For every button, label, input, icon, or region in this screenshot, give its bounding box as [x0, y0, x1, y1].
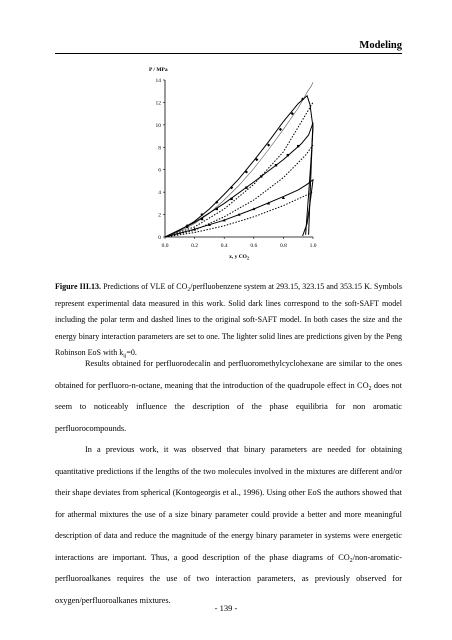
paragraph-2-sub: 2 [349, 557, 353, 564]
x-tick-label: 0.6 [250, 243, 258, 249]
series-line-5 [165, 180, 313, 237]
data-point-square [297, 145, 299, 147]
y-tick-label: 4 [158, 190, 161, 197]
data-point-square [287, 154, 289, 156]
y-tick-label: 10 [155, 122, 161, 129]
paragraph-1-a: Results obtained for perfluorodecalin and perfluoromethylcyclohexane are similar to the ones obtained for perfluoro-n-octane, meaning that the introduction of the quadrupole effect in CO [55, 359, 402, 390]
x-tick-label: 0.0 [161, 243, 169, 249]
paragraph-1 [55, 353, 402, 439]
header-rule [55, 53, 402, 54]
data-point-square [260, 175, 262, 177]
data-point-diamond [230, 186, 233, 189]
body-text [55, 353, 402, 611]
data-point-square [201, 218, 203, 220]
paragraph-2-a: In a previous work, it was observed that binary parameters are needed for obtaining quantitative predictions if the lengths of the two molecules involved in the mixtures are different and/or their shape deviates from spherical (Kontogeorgis et al., 1996). Using other EoS the authors showed that for athermal mixtures the use of a size binary parameter could provide a better and more meaningful description of data and reduce the magnitude of the energy binary parameter in systems were energetic interactions are important. Thus, a good description of the phase diagrams of CO [55, 445, 402, 562]
y-tick-label: 14 [155, 78, 161, 84]
series-line-4 [165, 145, 313, 237]
caption-text-1: Predictions of VLE of CO [100, 282, 188, 291]
y-tick-label: 8 [158, 145, 161, 152]
caption-text-3: =0. [126, 348, 137, 357]
y-tick-label: 2 [158, 212, 161, 219]
paragraph-2-b: /non-aromatic-perfluoroalkanes requires the use of two interaction parameters, as previously observed for oxygen/perfluoroalkanes mixtures. [55, 552, 402, 605]
data-point-square [216, 208, 218, 210]
page-number: - 139 - [214, 603, 238, 613]
y-tick-label: 12 [155, 100, 161, 107]
x-tick-label: 1.0 [309, 243, 317, 249]
header-title: Modeling [359, 40, 402, 51]
y-tick-label: 0 [158, 235, 161, 241]
x-axis-label: x, y $CO_2$ [229, 254, 249, 261]
series-line-0 [165, 96, 313, 237]
paragraph-1-sub: 2 [368, 385, 372, 392]
y-tick-label: 6 [158, 167, 161, 174]
paragraph-1-b: does not seem to noticeably influence the description of the phase equilibria for non aromatic perfluorocompounds. [55, 380, 402, 433]
caption-label: Figure III.13. [55, 282, 101, 291]
figure-caption [55, 279, 402, 362]
data-point-square [245, 186, 247, 188]
data-point-square [230, 198, 232, 200]
x-tick-label: 0.4 [220, 243, 228, 249]
x-tick-label: 0.2 [191, 243, 199, 249]
x-tick-label: 0.8 [279, 243, 287, 249]
data-point-diamond [279, 128, 282, 131]
caption-sub-2: ij [123, 353, 127, 359]
data-point-square [186, 226, 188, 228]
vle-chart [130, 60, 330, 270]
caption-text-2: /perfluobenzene system at 293.15, 323.15 and 353.15 K. Symbols represent experimental data measured in this work. Solid dark lines correspond to the soft-SAFT model including the polar term and dashed lines to the original soft-SAFT model. In both cases the size and the energy binary interaction parameters are set to one. The lighter solid lines are predictions given by the Peng Robinson EoS with k [55, 282, 403, 357]
paragraph-2 [55, 439, 402, 611]
data-point-square [275, 164, 277, 166]
y-axis-label: P / MPa [149, 67, 168, 73]
caption-sub-1: 2 [187, 287, 191, 293]
